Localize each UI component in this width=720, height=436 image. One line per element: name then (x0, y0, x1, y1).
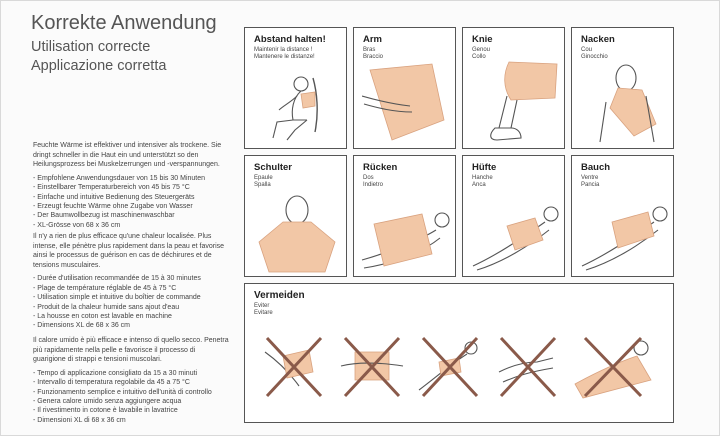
bullet-fr-1: - Durée d'utilisation recommandée de 15 à 30 minutes (33, 274, 229, 283)
bullet-de-3: - Einfache und intuitive Bedienung des Steuergeräts (33, 193, 229, 202)
bullet-fr-6: - Dimensions XL de 68 x 36 cm (33, 321, 229, 330)
text-block-it (33, 336, 229, 425)
panel-schulter-fr: Epaule (254, 175, 273, 181)
knee-wrap-illustration (469, 58, 561, 146)
panel-knie-title: Knie (472, 34, 493, 45)
panel-abstand-it: Mantenere le distanze! (254, 54, 315, 60)
bullet-de-4: - Erzeugt feuchte Wärme ohne Zugabe von Wasser (33, 202, 229, 211)
panel-schulter (244, 155, 347, 277)
arm-wrap-illustration (362, 60, 450, 146)
bullet-fr-2: - Plage de température réglable de 45 à 75 °C (33, 284, 229, 293)
bullet-it-4: - Genera calore umido senza aggiungere acqua (33, 397, 229, 406)
panel-knie (462, 27, 565, 149)
bullet-de-1: - Empfohlene Anwendungsdauer von 15 bis 30 Minuten (33, 174, 229, 183)
bullet-it-5: - Il rivestimento in cotone è lavabile in lavatrice (33, 406, 229, 415)
panel-ruecken (353, 155, 456, 277)
panel-arm (353, 27, 456, 149)
panel-huefte (462, 155, 565, 277)
back-wrap-illustration (360, 200, 452, 272)
bullet-list-it (33, 369, 229, 425)
panel-bauch-fr: Ventre (581, 175, 599, 181)
bullet-list-de (33, 174, 229, 230)
panel-arm-fr: Bras (363, 47, 376, 53)
panel-schulter-it: Spalla (254, 182, 271, 188)
bullet-de-5: - Der Baumwollbezug ist maschinenwaschbar (33, 211, 229, 220)
bullet-it-3: - Funzionamento semplice e intuitivo dell'unità di controllo (33, 388, 229, 397)
hip-wrap-illustration (469, 200, 561, 272)
bullet-fr-5: - La housse en coton est lavable en machine (33, 312, 229, 321)
panel-knie-fr: Genou (472, 47, 491, 53)
belly-wrap-illustration (578, 200, 670, 272)
bullet-de-6: - XL-Grösse von 68 x 36 cm (33, 221, 229, 230)
panel-abstand (244, 27, 347, 149)
bullet-de-2: - Einstellbarer Temperaturbereich von 45 bis 75 °C (33, 183, 229, 192)
text-block-de (33, 141, 229, 230)
panel-ruecken-it: Indietro (363, 182, 384, 188)
panel-ruecken-fr: Dos (363, 175, 374, 181)
avoid-illustration-2 (337, 332, 407, 402)
bullet-it-6: - Dimensioni XL di 68 x 36 cm (33, 416, 229, 425)
panel-bauch-it: Pancia (581, 182, 600, 188)
bullet-list-fr (33, 274, 229, 330)
bullet-it-1: - Tempo di applicazione consigliato da 15 a 30 minuti (33, 369, 229, 378)
avoid-illustration-5 (571, 332, 657, 402)
panel-nacken (571, 27, 674, 149)
bullet-fr-4: - Produit de la chaleur humide sans ajout d'eau (33, 303, 229, 312)
panel-bauch-title: Bauch (581, 162, 611, 173)
panel-huefte-fr: Hanche (472, 175, 493, 181)
bullet-it-2: - Intervallo di temperatura regolabile da 45 a 75 °C (33, 378, 229, 387)
avoid-illustration-3 (415, 332, 485, 402)
panel-schulter-title: Schulter (254, 162, 293, 173)
panel-bauch (571, 155, 674, 277)
intro-de: Feuchte Wärme ist effektiver und intensiver als trockene. Sie dringt schneller in die Haut ein und unterstützt so den Heilungsprozess bei Muskelzerrungen und -verspannungen. (33, 142, 222, 169)
panel-arm-title: Arm (363, 34, 383, 45)
panel-ruecken-title: Rücken (363, 162, 398, 173)
bullet-fr-3: - Utilisation simple et intuitive du boîtier de commande (33, 293, 229, 302)
page-title-fr: Utilisation correcte (31, 39, 151, 55)
panel-huefte-it: Anca (472, 182, 486, 188)
panel-knie-it: Collo (472, 54, 486, 60)
text-block-fr (33, 232, 229, 331)
page-title-de: Korrekte Anwendung (31, 12, 217, 34)
panel-vermeiden-it: Evitare (254, 310, 273, 316)
panel-nacken-title: Nacken (581, 34, 615, 45)
panel-abstand-title: Abstand halten! (254, 34, 326, 45)
panel-vermeiden-title: Vermeiden (254, 290, 305, 301)
intro-it: Il calore umido è più efficace e intenso di quello secco. Penetra più rapidamente nella pelle e favorisce il processo di guarigione di strappi e tensioni muscolari. (33, 337, 229, 364)
avoid-illustration-4 (493, 332, 563, 402)
panel-nacken-fr: Cou (581, 47, 593, 53)
neck-wrap-illustration (584, 62, 664, 146)
avoid-illustration-1 (259, 332, 329, 402)
panel-vermeiden (244, 283, 674, 423)
seated-person-illustration (257, 72, 337, 144)
panel-nacken-it: Ginocchio (581, 54, 608, 60)
panel-vermeiden-fr: Eviter (254, 303, 270, 309)
panel-abstand-fr: Maintenir la distance ! (254, 47, 313, 53)
panel-arm-it: Braccio (363, 54, 384, 60)
panel-huefte-title: Hüfte (472, 162, 497, 173)
shoulder-wrap-illustration (255, 192, 339, 274)
page-title-it: Applicazione corretta (31, 58, 167, 74)
intro-fr: Il n'y a rien de plus efficace qu'une chaleur localisée. Plus intense, elle pénètre plus rapidement dans la peau et favorise ainsi le processus de guérison en cas de déchirures et de tensions musculaires. (33, 233, 225, 269)
